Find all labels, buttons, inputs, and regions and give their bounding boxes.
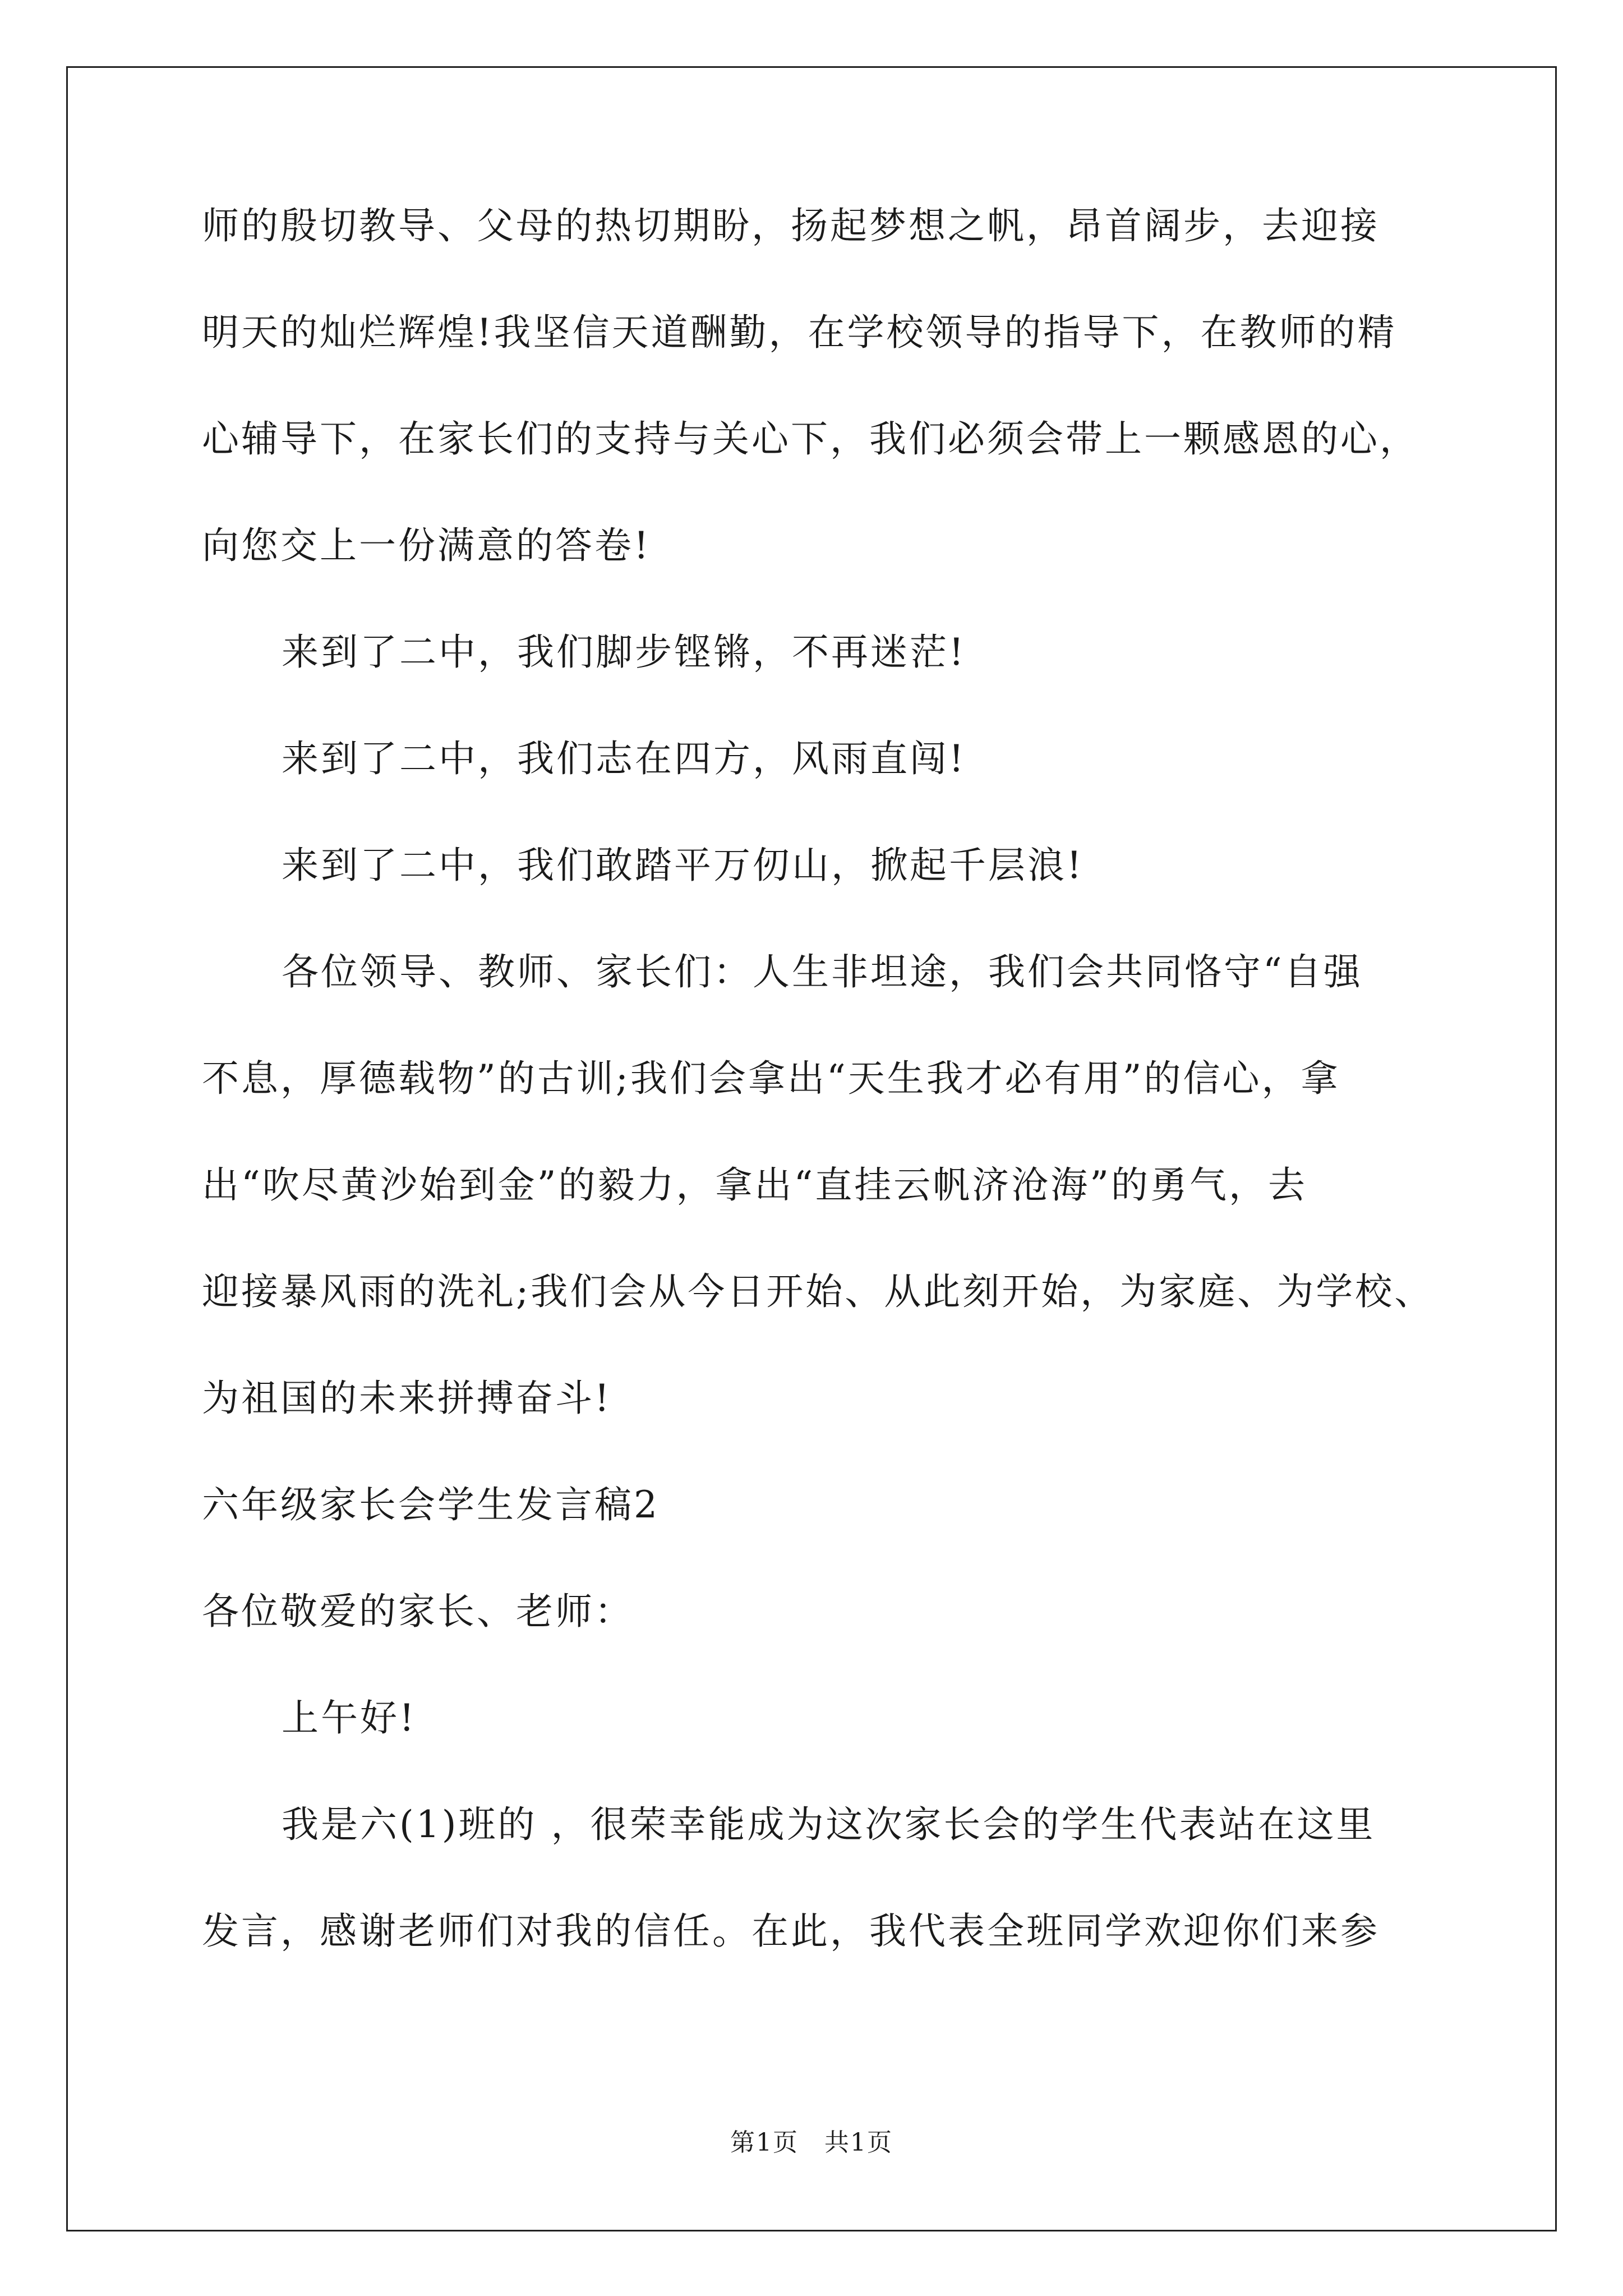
greeting: 上午好! — [282, 1696, 417, 1740]
text-line: 不息，厚德载物”的古训;我们会拿出“天生我才必有用”的信心，拿 — [202, 1057, 1340, 1100]
page-number: 第1页 共1页 — [730, 2128, 893, 2157]
text-line: 迎接暴风雨的洗礼;我们会从今日开始、从此刻开始，为家庭、为学校、 — [202, 1270, 1434, 1313]
section-heading: 六年级家长会学生发言稿2 — [202, 1483, 660, 1526]
document-body — [202, 204, 1436, 2019]
text-line: 出“吹尽黄沙始到金”的毅力，拿出“直挂云帆济沧海”的勇气，去 — [202, 1163, 1307, 1207]
text-line: 来到了二中，我们脚步铿锵，不再迷茫! — [282, 631, 966, 674]
text-line: 发言，感谢老师们对我的信任。在此，我代表全班同学欢迎你们来参 — [202, 1910, 1380, 1953]
text-line: 向您交上一份满意的答卷! — [202, 524, 651, 567]
text-line: 我是六(1)班的 ，很荣幸能成为这次家长会的学生代表站在这里 — [282, 1803, 1376, 1846]
salutation: 各位敬爱的家长、老师： — [202, 1590, 634, 1633]
text-line: 明天的灿烂辉煌!我坚信天道酬勤，在学校领导的指导下，在教师的精 — [202, 311, 1397, 354]
text-line: 来到了二中，我们敢踏平万仞山，掀起千层浪! — [282, 844, 1084, 887]
text-line: 各位领导、教师、家长们：人生非坦途，我们会共同恪守“自强 — [282, 950, 1363, 993]
text-line: 为祖国的未来拼搏奋斗! — [202, 1377, 612, 1420]
text-line: 来到了二中，我们志在四方，风雨直闯! — [282, 737, 966, 780]
text-line: 师的殷切教导、父母的热切期盼，扬起梦想之帆，昂首阔步，去迎接 — [202, 204, 1380, 247]
text-line: 心辅导下，在家长们的支持与关心下，我们必须会带上一颗感恩的心， — [202, 417, 1419, 461]
